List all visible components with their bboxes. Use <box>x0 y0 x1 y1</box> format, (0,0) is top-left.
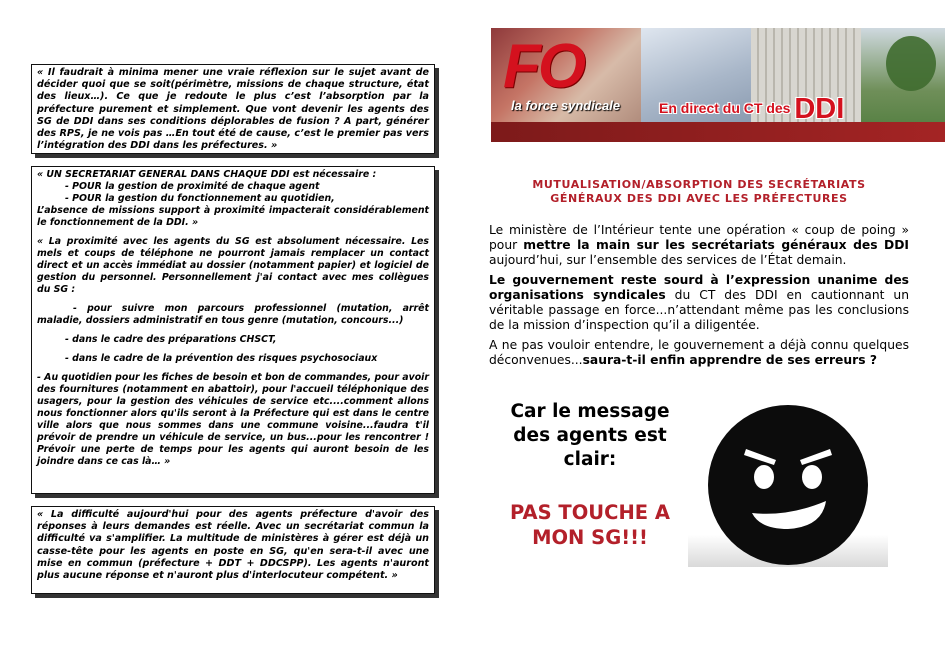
fo-banner <box>491 28 945 142</box>
slogan-line-2: MON SG!!! <box>532 526 648 549</box>
banner-direct-ddi: DDI <box>794 93 845 125</box>
quote-2-line-3: L’absence de missions support à proximité impacterait considérablement le fonctionnement de la DDI. » <box>37 205 429 228</box>
headline-line-2: GÉNÉRAUX DES DDI AVEC LES PRÉFECTURES <box>550 192 848 205</box>
banner-direct-title <box>659 93 844 126</box>
message-line-3: clair: <box>563 449 617 470</box>
body-p2-a: Le gouvernement reste sourd à l’expression unanime des organisations syndicales <box>489 273 909 302</box>
headline-line-1: MUTUALISATION/ABSORPTION DES SECRÉTARIATS <box>532 178 866 191</box>
quote-box-2 <box>31 166 435 494</box>
body-p1-c: aujourd’hui, sur l’ensemble des services de l’État demain. <box>489 253 847 267</box>
body-p3-a: A ne pas vouloir entendre, le gouvernement a déjà connu quelques déconvenues... <box>489 338 909 367</box>
quote-2-intro: « UN SECRETARIAT GENERAL DANS CHAQUE DDI est nécessaire : <box>37 169 377 180</box>
message-line-1: Car le message <box>510 401 670 422</box>
article-headline <box>489 178 909 206</box>
fo-logo: FO <box>503 32 584 101</box>
quote-2-item-1: - POUR la gestion de proximité de chaque agent <box>65 181 320 192</box>
quote-1-text: « Il faudrait à minima mener une vraie réflexion sur le sujet avant de décider quoi que se soit(périmètre, missions de chaque structure, état des lieux…). Ce que je redoute le plus c’est l’absorption par la préfecture purement et simplement. Que vont devenir les agents des SG de DDI dans ses conditions déplorables de fusion ? A part, générer des RPS, je ne vois pas …En tout été de cause, c’est le premier pas vers l’intégration des DDI dans les préfectures. » <box>37 67 429 152</box>
quote-box-3 <box>31 506 435 594</box>
agents-message <box>497 400 683 472</box>
quote-2-sub-1: - pour suivre mon parcours professionnel (mutation, arrêt maladie, dossiers administratif en tous genre (mutation, concours...) <box>37 303 429 326</box>
quote-2-sub-3: - dans le cadre de la prévention des risques psychosociaux <box>65 353 378 364</box>
angry-face-icon <box>688 405 888 567</box>
slogan-line-1: PAS TOUCHE A <box>510 501 670 524</box>
face-image <box>688 405 888 567</box>
banner-tree <box>886 36 936 91</box>
quote-2-sub-2: - dans le cadre des préparations CHSCT, <box>65 334 277 345</box>
body-p3-b: saura-t-il enfin apprendre de ses erreurs ? <box>582 353 877 367</box>
banner-direct-prefix: En direct du CT des <box>659 100 791 116</box>
body-paragraph-3 <box>489 338 909 368</box>
fo-tagline: la force syndicale <box>511 98 621 113</box>
body-p1-a: Le ministère de l’Intérieur tente une opération « coup de poing » pour <box>489 223 909 252</box>
body-paragraph-2 <box>489 273 909 333</box>
quote-box-1 <box>31 64 435 154</box>
body-p2-b: du CT des DDI en cautionnant un véritable passage en force...n’attendant même pas les conclusions de la mission d’inspection qu’il a diligentée. <box>489 288 909 332</box>
quote-2-paragraph-2: « La proximité avec les agents du SG est absolument nécessaire. Les mels et coups de téléphone ne pourront jamais remplacer un contact direct et un accès immédiat au dossier (notamment papier) et logiciel de gestion du personnel. Personnellement j'ai contact avec mes collègues du SG : <box>37 236 429 295</box>
quote-3-text: « La difficulté aujourd'hui pour des agents préfecture d'avoir des réponses à leurs demandes est réelle. Avec un secrétariat commun la difficulté va s'amplifier. La multitude de ministères à gérer est déjà un casse-tête pour les agents en poste en SG, qu'en sera-t-il avec une mise en commun (préfecture + DDT + DDCSPP). Les agents n'auront plus aucune réponse et n'auront plus d'interlocuteur compétent. » <box>37 509 429 582</box>
article-body <box>489 223 909 373</box>
body-paragraph-1 <box>489 223 909 268</box>
quote-2-item-2: - POUR la gestion du fonctionnement au quotidien, <box>65 193 335 204</box>
message-line-2: des agents est <box>513 425 667 446</box>
body-p1-b: mettre la main sur les secrétariats généraux des DDI <box>523 238 909 252</box>
quote-2-paragraph-3: - Au quotidien pour les fiches de besoin et bon de commandes, pour avoir des fournitures (notamment en abattoir), pour l'accueil téléphonique des usagers, pour la gestion des véhicules de service etc....comment allons nous fonctionner alors qu'ils seront à la Préfecture qui est dans le centre ville alors que nous sommes dans une commune voisine...faudra t'il prévoir de prendre un véhicule de service, un bus...pour les rencontrer ! Prévoir une perte de temps pour les agents qui auront besoin de les joindre dans ce cas là… » <box>37 372 429 467</box>
slogan <box>487 500 693 550</box>
